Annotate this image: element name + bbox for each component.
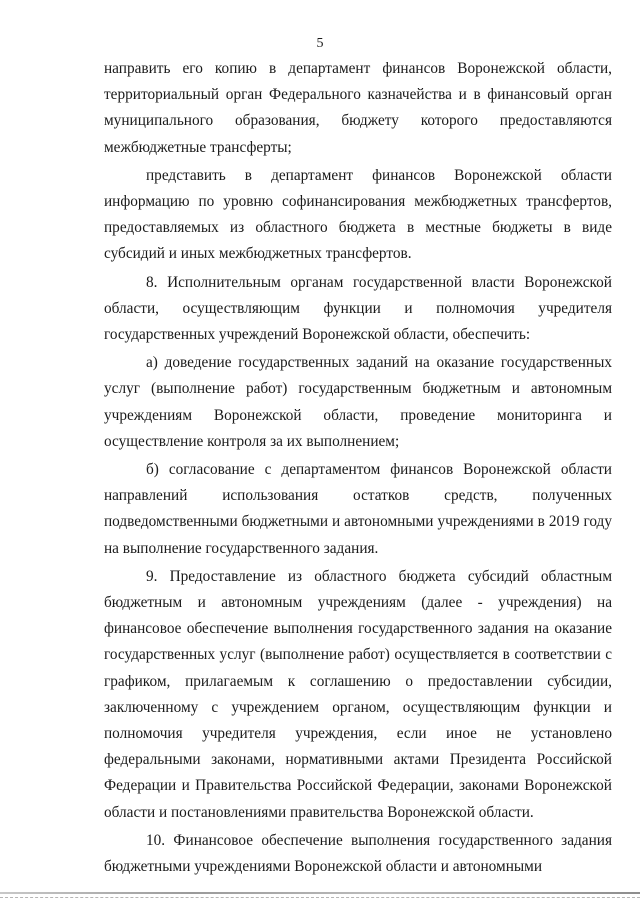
- scan-bottom-dashed-line: [0, 897, 640, 899]
- page-number: 5: [316, 36, 324, 51]
- paragraph-item-8a: а) доведение государственных заданий на оказание государственных услуг (выполнение работ) государственным бюджетным и автономным учреждениям Воронежской области, проведение мониторинга и осуществление контроля за их выполнением;: [104, 354, 612, 450]
- paragraph-item-10: 10. Финансовое обеспечение выполнения государственного задания бюджетными учреждениями Воронежской области и автономными: [104, 831, 612, 876]
- scan-bottom-edge: [0, 892, 640, 894]
- document-body: [104, 56, 612, 882]
- paragraph-item-8b: б) согласование с департаментом финансов Воронежской области направлений использования остатков средств, полученных подведомственными бюджетными и автономными учреждениями в 2019 году на выполнение государственного задания.: [104, 461, 612, 557]
- paragraph-cofinancing-info: представить в департамент финансов Воронежской области информацию по уровню софинансирования межбюджетных трансфертов, предоставляемых из областного бюджета в местные бюджеты в виде субсидий и иных межбюджетных трансфертов.: [104, 166, 612, 263]
- paragraph-item-8: 8. Исполнительным органам государственной власти Воронежской области, осуществляющим функции и полномочия учредителя государственных учреждений Воронежской области, обеспечить:: [104, 273, 612, 344]
- paragraph-item-9: 9. Предоставление из областного бюджета субсидий областным бюджетным и автономным учреждениям (далее - учреждения) на финансовое обеспечение выполнения государственного задания на оказание государственных услуг (выполнение работ) осуществляется в соответствии с графиком, прилагаемым к соглашению о предоставлении субсидии, заключенному с учреждением органом, осуществляющим функции и полномочия учредителя учреждения, если иное не установлено федеральными законами, нормативными актами Президента Российской Федерации и Правительства Российской Федерации, законами Воронежской области и постановлениями правительства Воронежской области.: [104, 567, 612, 821]
- paragraph-copy-to-departments: направить его копию в департамент финансов Воронежской области, территориальный орган Федерального казначейства и в финансовый орган муниципального образования, бюджету которого предоставляются межбюджетные трансферты;: [104, 60, 612, 156]
